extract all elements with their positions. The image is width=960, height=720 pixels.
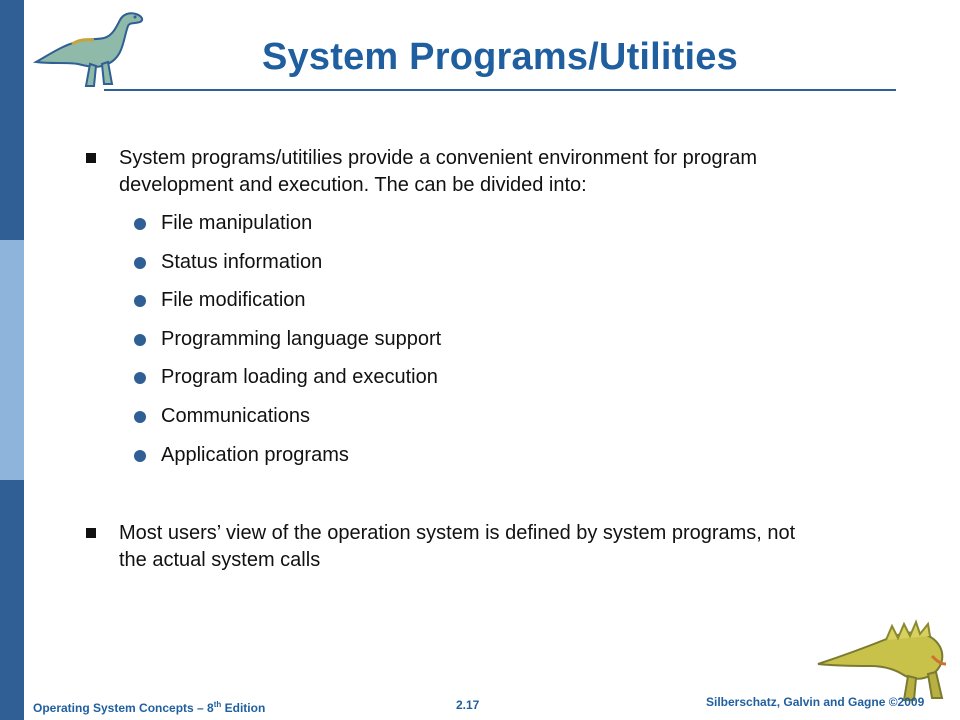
bullet-item [86,145,806,199]
footer-edition-sup: th [213,700,222,709]
sidebar-segment-middle [0,240,24,480]
footer-edition-text: Edition [221,701,266,715]
sub-bullet-label: File modification [161,289,306,312]
sidebar-segment-bottom [0,480,24,720]
square-bullet-icon [86,153,96,163]
sub-bullet-label: Communications [161,404,310,427]
footer-copyright: Silberschatz, Galvin and Gagne ©2009 [706,695,925,709]
footer-book-title [33,700,265,715]
bullet-text: Most users’ view of the operation system is defined by system programs, not the actual system calls [119,522,796,571]
sidebar-stripe [0,0,24,720]
slide-title: System Programs/Utilities [262,36,738,78]
round-bullet-icon [134,295,146,307]
sub-bullet-label: File manipulation [161,212,313,234]
page-number: 2.17 [456,698,480,712]
dinosaur-icon [812,616,952,706]
sub-bullet-label: Status information [161,250,323,273]
round-bullet-icon [134,218,146,230]
round-bullet-icon [134,450,146,462]
sub-bullet-label: Program loading and execution [161,366,438,389]
sub-bullet-label: Programming language support [161,327,442,350]
sub-bullet-label: Application programs [161,443,349,466]
square-bullet-icon [86,528,96,538]
round-bullet-icon [134,257,146,269]
bullet-text: System programs/utitilies provide a convenient environment for program development and execution. The can be divided into: [119,147,758,196]
footer-book-text: Operating System Concepts – 8 [33,701,214,715]
round-bullet-icon [134,334,146,346]
round-bullet-icon [134,372,146,384]
bullet-item [86,520,806,574]
title-underline [104,89,896,91]
round-bullet-icon [134,411,146,423]
